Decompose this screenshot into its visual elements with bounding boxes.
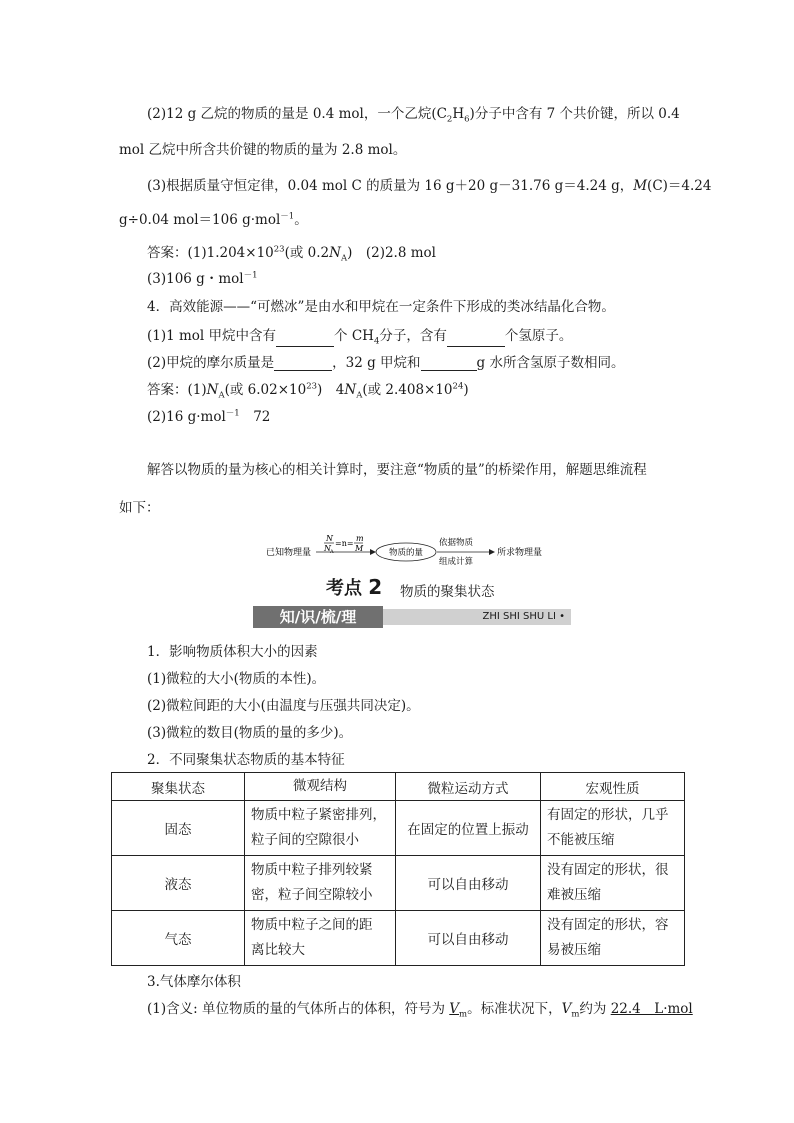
answer-blank: [421, 356, 477, 371]
banner-label: 知/识/梳/理: [253, 606, 383, 628]
flow-formula-na-sub: A: [330, 549, 334, 555]
states-title: 2．不同聚集状态物质的基本特征: [147, 752, 345, 768]
states-table: [111, 772, 685, 966]
table-row: [112, 856, 685, 911]
molar-volume-title: 3.气体摩尔体积: [147, 974, 241, 990]
flow-formula-n: N: [326, 534, 333, 543]
table-cell-macro: 有固定的形状，几乎 不能被压缩: [541, 801, 685, 856]
table-cell-micro: 物质中粒子紧密排列， 粒子间的空隙很小: [245, 801, 396, 856]
calculation-flow-diagram: [266, 530, 566, 570]
table-header: 微观结构: [245, 773, 396, 801]
table-row: [112, 911, 685, 966]
answer-blank: [447, 332, 505, 347]
para-ethane-line2: mol 乙烷中所含共价键的物质的量为 2.8 mol。: [119, 142, 407, 158]
table-cell-motion: 可以自由移动: [396, 911, 541, 966]
section-heading: 考点 2: [326, 575, 383, 599]
table-header-row: [112, 773, 685, 801]
flow-result-label: 所求物理量: [497, 548, 543, 558]
table-cell-state: 液态: [112, 856, 245, 911]
table-cell-micro: 物质中粒子排列较紧 密，粒子间空隙较小: [245, 856, 396, 911]
flow-basis-line2: 组成计算: [439, 557, 474, 567]
flow-formula-mid: =n=: [335, 539, 354, 548]
flow-basis-line1: 依据物质: [439, 538, 474, 548]
table-header: 微粒运动方式: [396, 773, 541, 801]
flow-formula-na: N: [324, 544, 331, 553]
question-4-answer1: 答案：$(1)N_A$(或 $6.02\times 10^{23}$) $4N_A$(或 $2.408\times 10^{24}$): [147, 381, 469, 401]
table-header: 宏观性质: [541, 773, 685, 801]
answer-line1: 答案：$(1)1.204\times 10^{23}$(或 $0.2N_A$) (2)2.8 mol: [147, 244, 436, 264]
question-4-part1: (1)1 mol 甲烷中含有 个 $CH_4$分子，含有 个氢原子。: [147, 328, 573, 347]
banner-pinyin: ZHI SHI SHU LI •: [383, 609, 571, 625]
factor-item-2: (2)微粒间距的大小(由温度与压强共同决定)。: [147, 698, 420, 714]
factor-item-1: (1)微粒的大小(物质的本性)。: [147, 671, 326, 687]
question-4-answer2: (2)16 g·mol$^{-1}$ 72: [147, 408, 271, 425]
flow-arrowhead-2: [489, 549, 495, 555]
para-mass-line2: g÷0.04 mol＝106 g·mol$^{-1}$。: [119, 211, 308, 228]
factor-item-3: (3)微粒的数目(物质的量的多少)。: [147, 725, 353, 741]
table-cell-motion: 在固定的位置上振动: [396, 801, 541, 856]
knowledge-banner: [253, 606, 571, 628]
answer-blank: [274, 356, 332, 371]
flow-center-label: 物质的量: [388, 548, 424, 558]
note-line2: 如下：: [119, 500, 160, 516]
table-cell-micro: 物质中粒子之间的距 离比较大: [245, 911, 396, 966]
section-heading-sub: 物质的聚集状态: [400, 584, 495, 600]
flow-arrowhead-1: [370, 549, 376, 555]
table-cell-motion: 可以自由移动: [396, 856, 541, 911]
table-cell-state: 固态: [112, 801, 245, 856]
question-4-part2: (2)甲烷的摩尔质量是 ，32 g 甲烷和 g 水所含氢原子数相同。: [147, 355, 625, 371]
table-cell-macro: 没有固定的形状，容 易被压缩: [541, 911, 685, 966]
answer-blank: [276, 332, 334, 347]
para-ethane-line1: (2)12 g 乙烷的物质的量是 0.4 mol，一个乙烷$(C_2H_6)$分子中含有 7 个共价键，所以 0.4: [147, 106, 680, 125]
table-cell-state: 气态: [112, 911, 245, 966]
flow-formula-bigm: M: [355, 544, 364, 553]
table-header: 聚集状态: [112, 773, 245, 801]
note-line1: 解答以物质的量为核心的相关计算时，要注意“物质的量”的桥梁作用，解题思维流程: [147, 462, 647, 478]
question-4-title: 4．高效能源——“可燃冰”是由水和甲烷在一定条件下形成的类冰结晶化合物。: [147, 299, 615, 315]
table-row: [112, 801, 685, 856]
table-cell-macro: 没有固定的形状，很 难被压缩: [541, 856, 685, 911]
flow-known-label: 已知物理量: [266, 548, 312, 558]
para-mass-line1: (3)根据质量守恒定律，0.04 mol C 的质量为 16 g＋20 g－31.76 g＝4.24 g，M(C)＝4.24: [147, 178, 712, 194]
flow-formula-m: m: [356, 534, 364, 543]
answer-line2: (3)106 g・mol$^{-1}$: [147, 270, 258, 287]
factor-title: 1．影响物质体积大小的因素: [147, 644, 318, 660]
molar-volume-definition: (1)含义: 单位物质的量的气体所占的体积，符号为 $V_m$。标准状况下，$V_m$约为 22.4 L·mol: [147, 1001, 693, 1020]
